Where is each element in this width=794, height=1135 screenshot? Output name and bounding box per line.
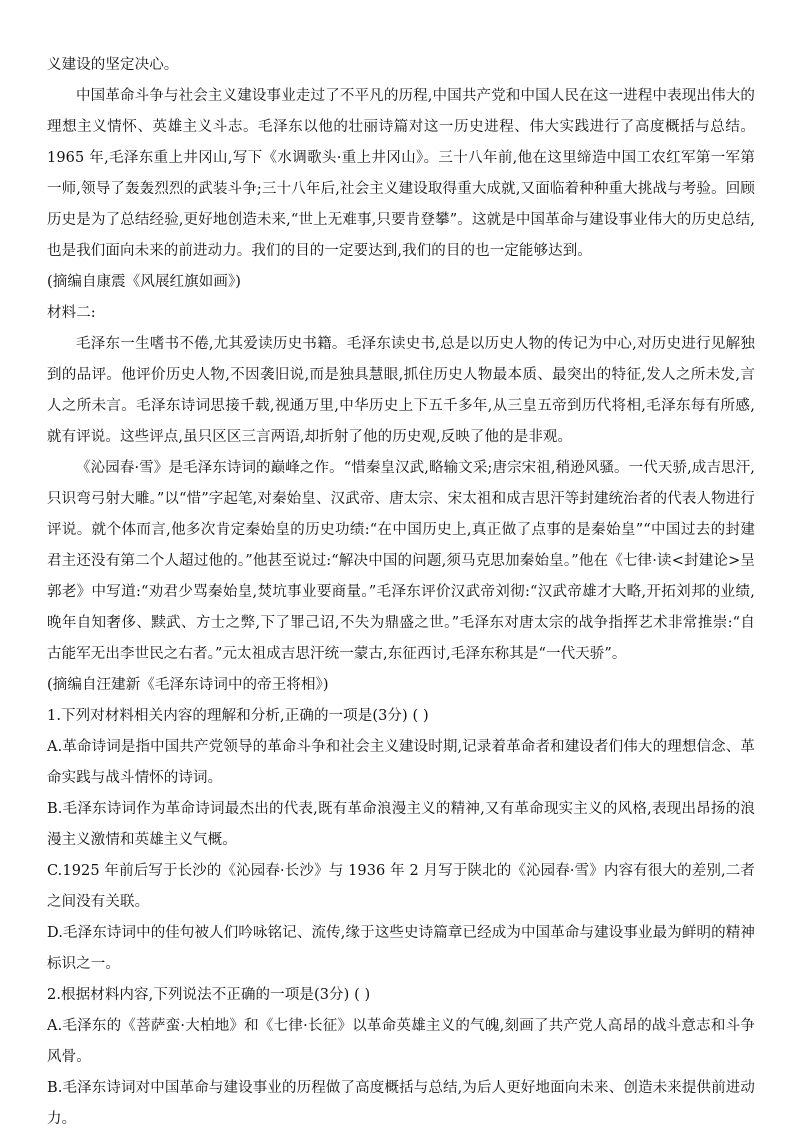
question-1-option-d: D.毛泽东诗词中的佳句被人们吟咏铭记、流传,缘于这些史诗篇章已经成为中国革命与建设事业最为鲜明的精神标识之一。 <box>47 925 755 972</box>
material-two-paragraph-2: 《沁园春·雪》是毛泽东诗词的巅峰之作。“惜秦皇汉武,略输文采;唐宗宋祖,稍逊风骚。一代天骄,成吉思汗,只识弯弓射大雕。”以“惜”字起笔,对秦始皇、汉武帝、唐太宗、宋太祖和成吉思汗等封建统治者的代表人物进行评说。就个体而言,他多次肯定秦始皇的历史功绩:“在中国历史上,真正做了点事的是秦始皇”“中国过去的封建君主还没有第二个人超过他的。”他甚至说过:“解决中国的问题,须马克思加秦始皇。”他在《七律·读<封建论>呈郭老》中写道:“劝君少骂秦始皇,焚坑事业要商量。”毛泽东评价汉武帝刘彻:“汉武帝雄才大略,开拓刘邦的业绩,晚年自知奢侈、黩武、方士之弊,下了罪己诏,不失为鼎盛之世。”毛泽东对唐太宗的战争指挥艺术非常推崇:“自古能军无出李世民之右者。”元太祖成吉思汗统一蒙古,东征西讨,毛泽东称其是“一代天骄”。 <box>47 460 755 662</box>
material-one-paragraph: 中国革命斗争与社会主义建设事业走过了不平凡的历程,中国共产党和中国人民在这一进程中表现出伟大的理想主义情怀、英雄主义斗志。毛泽东以他的壮丽诗篇对这一历史进程、伟大实践进行了高度概括与总结。1965 年,毛泽东重上井冈山,写下《水调歌头·重上井冈山》。三十八年前,他在这里缔造中国工农红军第一军第一师,领导了轰轰烈烈的武装斗争;三十八年后,社会主义建设取得重大成就,又面临着种种重大挑战与考验。回顾历史是为了总结经验,更好地创造未来,“世上无难事,只要肯登攀”。这就是中国革命与建设事业伟大的历史总结,也是我们面向未来的前进动力。我们的目的一定要达到,我们的目的也一定能够达到。 <box>47 88 755 259</box>
question-1-stem: 1.下列对材料相关内容的理解和分析,正确的一项是(3分) ( ) <box>47 708 429 724</box>
material-one-source: (摘编自康震《风展红旗如画》) <box>47 274 242 290</box>
material-one-carry-over: 义建设的坚定决心。 <box>47 57 179 73</box>
question-2-stem: 2.根据材料内容,下列说法不正确的一项是(3分) ( ) <box>47 987 371 1003</box>
question-2-option-b: B.毛泽东诗词对中国革命与建设事业的历程做了高度概括与总结,为后人更好地面向未来、创造未来提供前进动力。 <box>47 1080 755 1127</box>
material-two-source: (摘编自汪建新《毛泽东诗词中的帝王将相》) <box>47 677 329 693</box>
material-two-heading: 材料二: <box>47 305 96 321</box>
document-page <box>47 50 755 1135</box>
question-1-option-b: B.毛泽东诗词作为革命诗词最杰出的代表,既有革命浪漫主义的精神,又有革命现实主义的风格,表现出昂扬的浪漫主义激情和英雄主义气概。 <box>47 801 755 848</box>
material-two-paragraph-1: 毛泽东一生嗜书不倦,尤其爱读历史书籍。毛泽东读史书,总是以历史人物的传记为中心,对历史进行见解独到的品评。他评价历史人物,不因袭旧说,而是独具慧眼,抓住历史人物最本质、最突出的特征,发人之所未发,言人之所未言。毛泽东诗词思接千载,视通万里,中华历史上下五千多年,从三皇五帝到历代将相,毛泽东每有所感,就有评说。这些评点,虽只区区三言两语,却折射了他的历史观,反映了他的是非观。 <box>47 336 755 445</box>
question-2-option-a: A.毛泽东的《菩萨蛮·大柏地》和《七律·长征》以革命英雄主义的气魄,刻画了共产党人高昂的战斗意志和斗争风骨。 <box>47 1018 755 1065</box>
question-1-option-c: C.1925 年前后写于长沙的《沁园春·长沙》与 1936 年 2 月写于陕北的《沁园春·雪》内容有很大的差别,二者之间没有关联。 <box>47 863 755 910</box>
question-1-option-a: A.革命诗词是指中国共产党领导的革命斗争和社会主义建设时期,记录着革命者和建设者们伟大的理想信念、革命实践与战斗情怀的诗词。 <box>47 739 755 786</box>
